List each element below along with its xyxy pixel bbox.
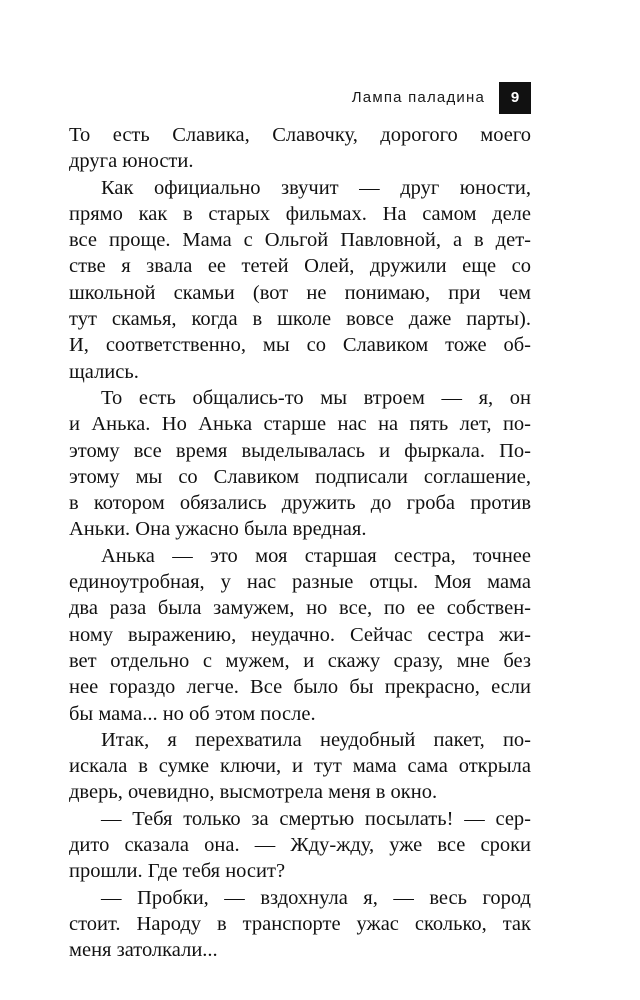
text-line: друга юности. <box>69 150 194 173</box>
paragraph <box>69 806 531 885</box>
text-line: меня затолкали... <box>69 939 218 962</box>
text-line: — Тебя только за смертью посылать! — сер- <box>101 807 531 830</box>
text-line: единоутробная, у нас разные отцы. Моя мама <box>69 571 531 594</box>
paragraph <box>69 543 531 727</box>
text-line: в котором обязались дружить до гроба против <box>69 492 531 515</box>
text-line: прошли. Где тебя носит? <box>69 860 286 883</box>
text-line: Как официально звучит — друг юности, <box>101 176 531 199</box>
text-line: дито сказала она. — Жду-жду, уже все сроки <box>69 834 531 857</box>
paragraph <box>69 885 531 964</box>
paragraph <box>69 727 531 806</box>
text-line: нее гораздо легче. Все было бы прекрасно, если <box>69 676 531 699</box>
text-line: То есть общались-то мы втроем — я, он <box>101 386 531 409</box>
text-line: дверь, очевидно, высмотрела меня в окно. <box>69 781 438 804</box>
text-line: Анька — это моя старшая сестра, точнее <box>101 544 531 567</box>
text-line: Аньки. Она ужасно была вредная. <box>69 518 367 541</box>
text-line: бы мама... но об этом после. <box>69 702 316 725</box>
paragraph <box>69 122 531 175</box>
text-line: все проще. Мама с Ольгой Павловной, а в дет- <box>69 229 531 252</box>
page-number: 9 <box>499 82 531 114</box>
text-line: стоит. Народу в транспорте ужас сколько, так <box>69 912 531 935</box>
text-line: этому мы со Славиком подписали соглашение, <box>69 465 531 488</box>
text-line: искала в сумке ключи, и тут мама сама открыла <box>69 755 531 778</box>
text-line: тут скамья, когда в школе вовсе даже парты). <box>69 308 531 331</box>
text-line: стве я звала ее тетей Олей, дружили еще со <box>69 255 531 278</box>
text-line: два раза была замужем, но все, по ее собствен- <box>69 597 531 620</box>
paragraph <box>69 385 531 543</box>
running-header <box>0 82 531 114</box>
body-text <box>69 122 531 964</box>
running-title: Лампа паладина <box>351 89 485 106</box>
text-line: И, соответственно, мы со Славиком тоже об- <box>69 334 531 357</box>
text-line: вет отдельно с мужем, и скажу сразу, мне без <box>69 649 531 672</box>
text-line: школьной скамьи (вот не понимаю, при чем <box>69 281 531 304</box>
text-line: — Пробки, — вздохнула я, — весь город <box>101 886 531 909</box>
text-line: То есть Славика, Славочку, дорогого моего <box>69 124 531 146</box>
text-line: этому все время выделывалась и фыркала. По- <box>69 439 531 462</box>
text-line: прямо как в старых фильмах. На самом деле <box>69 202 531 225</box>
text-line: ному выражению, неудачно. Сейчас сестра жи- <box>69 623 531 646</box>
text-line: щались. <box>69 360 139 383</box>
text-line: Итак, я перехватила неудобный пакет, по- <box>101 728 531 751</box>
text-line: и Анька. Но Анька старше нас на пять лет, по- <box>69 413 531 436</box>
paragraph <box>69 175 531 385</box>
